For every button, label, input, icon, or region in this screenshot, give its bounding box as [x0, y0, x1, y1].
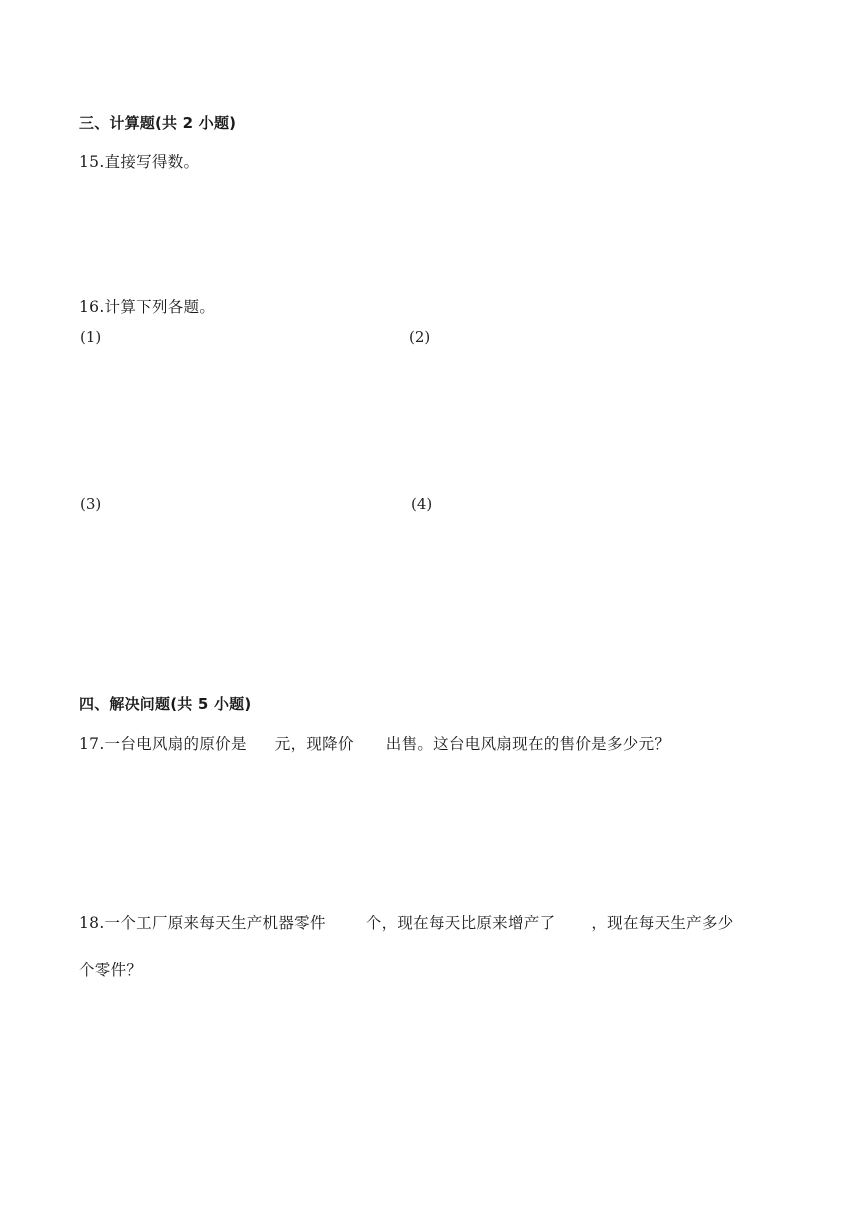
question-17 — [79, 732, 670, 754]
q17-text-3: 出售。这台电风扇现在的售价是多少元？ — [385, 735, 671, 753]
q18-text-2: 个，现在每天比原来增产了 — [365, 914, 556, 932]
q16-part-3-label: (3) — [80, 495, 102, 513]
question-15: 15.直接写得数。 — [79, 153, 200, 171]
q17-text-2: 元，现降价 — [274, 735, 354, 753]
q16-part-1-label: (1) — [80, 328, 102, 346]
section-3-heading: 三、计算题(共 2 小题) — [79, 114, 237, 132]
question-18-line-2: 个零件？ — [79, 961, 143, 979]
question-18-line-1 — [79, 911, 734, 933]
q16-part-2-label: (2) — [409, 328, 431, 346]
q16-part-4-label: (4) — [411, 495, 433, 513]
q18-text-3: ，现在每天生产多少 — [591, 914, 734, 932]
question-16: 16.计算下列各题。 — [79, 298, 216, 316]
section-4-heading: 四、解决问题(共 5 小题) — [79, 695, 252, 713]
q17-text-1: 17.一台电风扇的原价是 — [79, 735, 247, 753]
q18-text-1: 18.一个工厂原来每天生产机器零件 — [79, 914, 326, 932]
